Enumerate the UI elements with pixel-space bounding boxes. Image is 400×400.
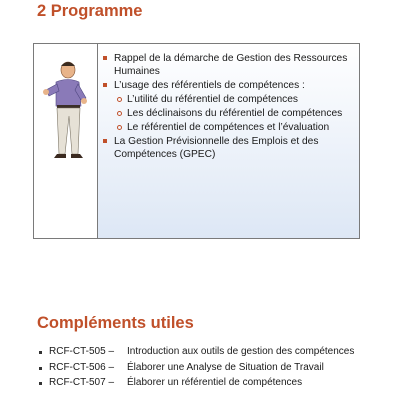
list-item	[38, 346, 360, 359]
course-description: Élaborer une Analyse de Situation de Travail	[127, 361, 324, 373]
course-description: Élaborer un référentiel de compétences	[127, 377, 303, 388]
course-description: Introduction aux outils de gestion des compétences	[127, 346, 355, 357]
course-code: RCF-CT-507 –	[49, 377, 115, 388]
square-bullet-icon	[103, 83, 107, 87]
list-subitem: Le référentiel de compétences et l’évaluation	[98, 121, 353, 134]
bullet-icon	[39, 382, 42, 385]
square-bullet-icon	[103, 56, 107, 60]
list-subitem: L’utilité du référentiel de compétences	[98, 93, 353, 106]
bullet-icon	[39, 351, 42, 354]
list-item: Rappel de la démarche de Gestion des Ressources Humaines	[98, 52, 353, 78]
presenter-illustration	[34, 44, 98, 238]
complements-heading: Compléments utiles	[37, 314, 194, 332]
list-subitem: Les déclinaisons du référentiel de compétences	[98, 107, 353, 120]
programme-list-panel	[98, 44, 359, 238]
square-bullet-icon	[103, 139, 107, 143]
complements-list	[38, 346, 360, 393]
programme-box	[33, 43, 360, 239]
circle-bullet-icon	[117, 111, 122, 116]
list-item: L’usage des référentiels de compétences :	[98, 79, 353, 92]
course-code: RCF-CT-506 –	[49, 361, 115, 373]
programme-heading: 2 Programme	[37, 2, 143, 20]
list-item	[38, 362, 360, 375]
circle-bullet-icon	[117, 125, 122, 130]
list-item	[38, 377, 360, 390]
programme-list	[98, 52, 353, 162]
man-presenting-icon	[34, 44, 98, 238]
course-code: RCF-CT-505 –	[49, 346, 115, 357]
list-item: La Gestion Prévisionnelle des Emplois et des Compétences (GPEC)	[98, 135, 353, 161]
bullet-icon	[39, 367, 42, 370]
circle-bullet-icon	[117, 97, 122, 102]
